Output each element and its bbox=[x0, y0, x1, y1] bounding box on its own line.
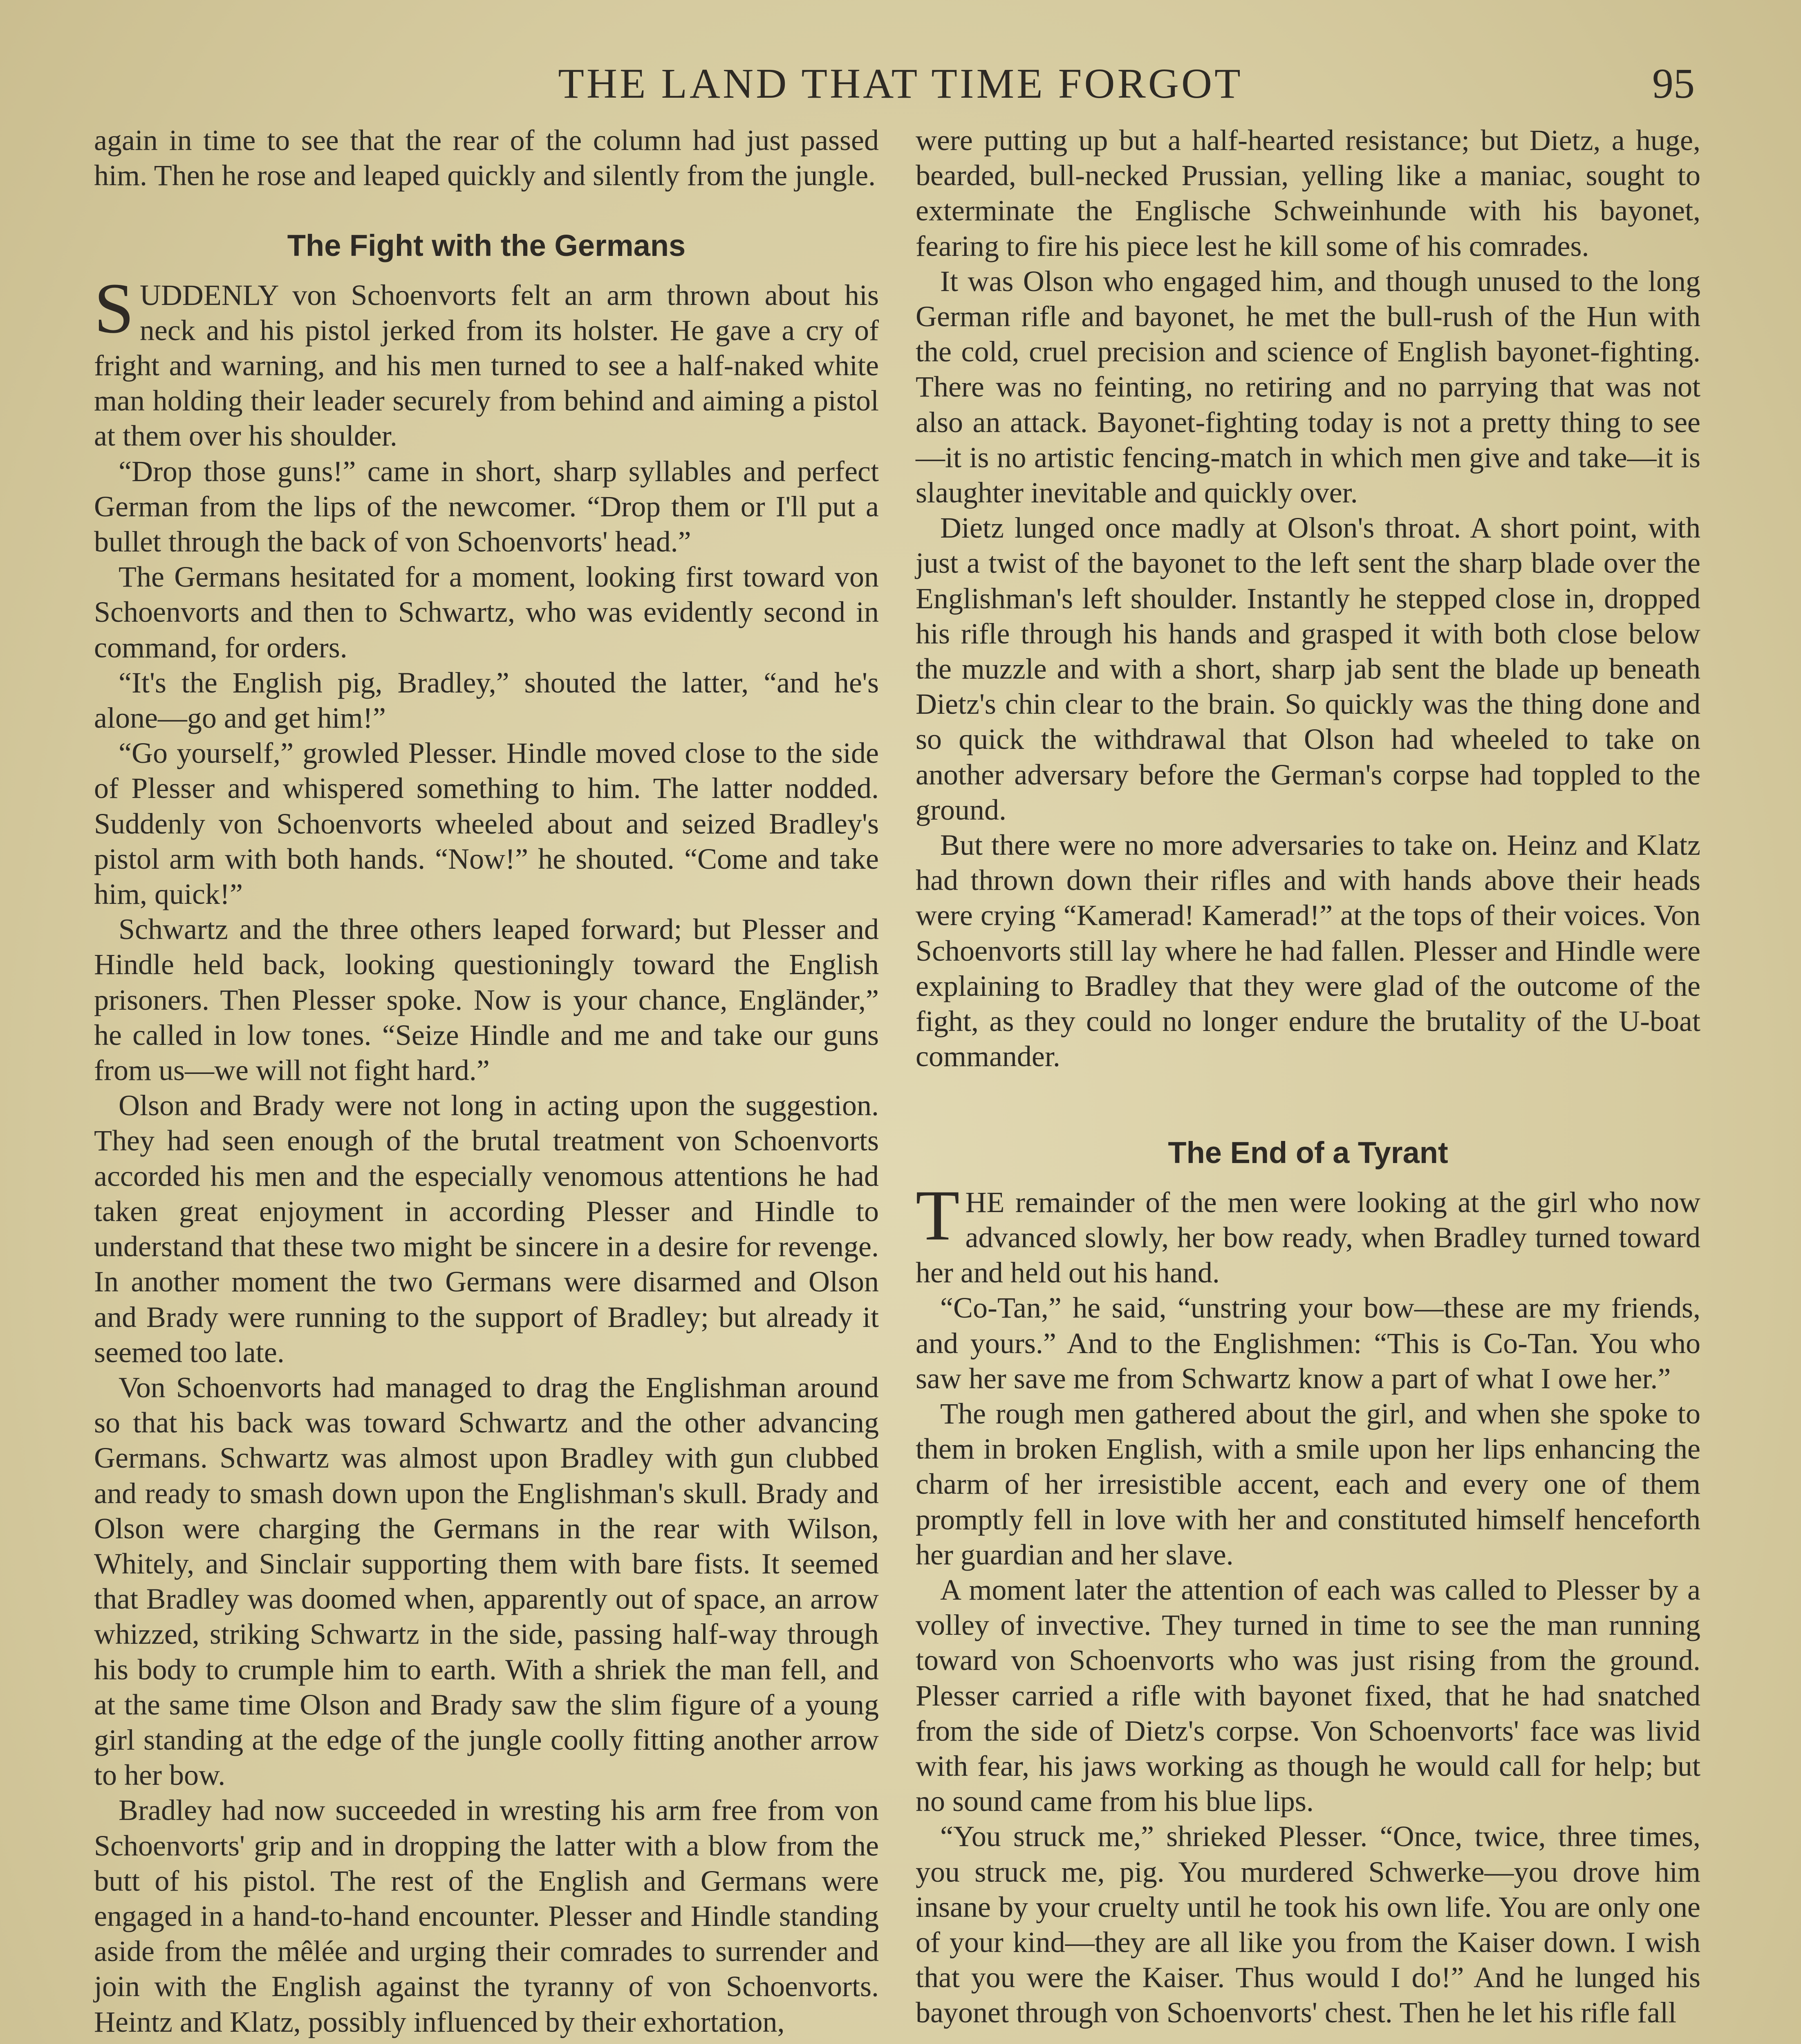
section-heading: The End of a Tyrant bbox=[1168, 1136, 1448, 1170]
drop-cap: T bbox=[916, 1175, 960, 1255]
paragraph: The rough men gathered about the girl, and when she spoke to them in broken English, with a smile upon her lips enhancing the charm of her irresistible accent, each and every one of them promptly fell in love with her and constituted himself henceforth her guardian and her slave. bbox=[916, 1397, 1700, 1571]
drop-cap: S bbox=[94, 268, 134, 348]
section-heading: The Fight with the Germans bbox=[287, 229, 686, 263]
paragraph: It was Olson who engaged him, and though unused to the long German rifle and bayonet, he met the bull-rush of the Hun with the cold, cruel precision and science of English bayonet-fighting. There was no feinting, no retiring and no parrying that was not also an attack. Bayonet-fighting today is not a pretty thing to see—it is no artistic fencing-match in which men give and take—it is slaughter inevitable and quickly over. bbox=[916, 264, 1700, 509]
paragraph: “Drop those guns!” came in short, sharp syllables and perfect German from the lips of the newcomer. “Drop them or I'll put a bullet through the back of von Schoenvorts' head.” bbox=[94, 455, 879, 558]
page-number: 95 bbox=[1652, 60, 1695, 107]
page-header bbox=[0, 57, 1801, 110]
paragraph: again in time to see that the rear of the column had just passed him. Then he rose and leaped quickly and silently from the jungle. bbox=[94, 124, 879, 192]
paragraph-text: UDDENLY von Schoenvorts felt an arm thrown about his neck and his pistol jerked from its holster. He gave a cry of fright and warning, and his men turned to see a half-naked white man holding their leader securely from behind and aiming a pistol at them over his shoulder. bbox=[94, 278, 879, 453]
running-title: THE LAND THAT TIME FORGOT bbox=[558, 60, 1243, 107]
paragraph: Olson and Brady were not long in acting upon the suggestion. They had seen enough of the brutal treatment von Schoenvorts accorded his men and the especially venomous attentions he had taken great enjoyment in according Plesser and Hindle to understand that these two might be sincere in a desire for revenge. In another moment the two Germans were disarmed and Olson and Brady were running to the support of Bradley; but already it seemed too late. bbox=[94, 1089, 879, 1369]
right-column bbox=[916, 123, 1700, 2031]
paragraph: Dietz lunged once madly at Olson's throat. A short point, with just a twist of the bayonet to the left sent the sharp blade over the Englishman's left shoulder. Instantly he stepped close in, dropped his rifle through his hands and grasped it with both close below the muzzle and with a short, sharp jab sent the blade up beneath Dietz's chin clear to the brain. So quickly was the thing done and so quick the withdrawal that Olson had wheeled to take on another adversary before the German's corpse had toppled to the ground. bbox=[916, 511, 1700, 826]
paragraph-with-dropcap bbox=[916, 1175, 1700, 1291]
left-column bbox=[94, 123, 879, 2040]
paragraph: “You struck me,” shrieked Plesser. “Once, twice, three times, you struck me, pig. You murdered Schwerke—you drove him insane by your cruelty until he took his own life. You are only one of your kind—they are all like you from the Kaiser down. I wish that you were the Kaiser. Thus would I do!” And he lunged his bayonet through von Schoenvorts' chest. Then he let his rifle fall bbox=[916, 1820, 1700, 2029]
paragraph: Bradley had now succeeded in wresting his arm free from von Schoenvorts' grip and in dropping the latter with a blow from the butt of his pistol. The rest of the English and Germans were engaged in a hand-to-hand encounter. Plesser and Hindle standing aside from the mêlée and urging their comrades to surrender and join with the English against the tyranny of von Schoenvorts. Heintz and Klatz, possibly influenced by their exhortation, bbox=[94, 1794, 879, 2038]
paragraph: A moment later the attention of each was called to Plesser by a volley of invective. They turned in time to see the man running toward von Schoenvorts who was just rising from the ground. Plesser carried a rifle with bayonet fixed, that he had snatched from the side of Dietz's corpse. Von Schoenvorts' face was livid with fear, his jaws working as though he would call for help; but no sound came from his blue lips. bbox=[916, 1573, 1700, 1818]
paragraph: The Germans hesitated for a moment, looking first toward von Schoenvorts and then to Schwartz, who was evidently second in command, for orders. bbox=[94, 560, 879, 664]
paragraph-with-dropcap bbox=[94, 268, 879, 454]
paragraph: “Co-Tan,” he said, “unstring your bow—these are my friends, and yours.” And to the Englishmen: “This is Co-Tan. You who saw her save me from Schwartz know a part of what I owe her.” bbox=[916, 1291, 1700, 1395]
paragraph-text: HE remainder of the men were looking at the girl who now advanced slowly, her bow ready, when Bradley turned toward her and held out his hand. bbox=[916, 1186, 1700, 1289]
paragraph: Schwartz and the three others leaped forward; but Plesser and Hindle held back, looking questioningly toward the English prisoners. Then Plesser spoke. Now is your chance, Engländer,” he called in low tones. “Seize Hindle and me and take our guns from us—we will not fight hard.” bbox=[94, 913, 879, 1087]
paragraph: But there were no more adversaries to take on. Heinz and Klatz had thrown down their rifles and with hands above their heads were crying “Kamerad! Kamerad!” at the tops of their voices. Von Schoenvorts still lay where he had fallen. Plesser and Hindle were explaining to Bradley that they were glad of the outcome of the fight, as they could no longer endure the brutality of the U-boat commander. bbox=[916, 829, 1700, 1073]
paragraph: “Go yourself,” growled Plesser. Hindle moved close to the side of Plesser and whispered something to him. The latter nodded. Suddenly von Schoenvorts wheeled about and seized Bradley's pistol arm with both hands. “Now!” he shouted. “Come and take him, quick!” bbox=[94, 737, 879, 911]
paragraph: were putting up but a half-hearted resistance; but Dietz, a huge, bearded, bull-necked Prussian, yelling like a maniac, sought to exterminate the Englische Schweinhunde with his bayonet, fearing to fire his piece lest he kill some of his comrades. bbox=[916, 124, 1700, 262]
paragraph: Von Schoenvorts had managed to drag the Englishman around so that his back was toward Schwartz and the other advancing Germans. Schwartz was almost upon Bradley with gun clubbed and ready to smash down upon the Englishman's skull. Brady and Olson were charging the Germans in the rear with Wilson, Whitely, and Sinclair supporting them with bare fists. It seemed that Bradley was doomed when, apparently out of space, an arrow whizzed, striking Schwartz in the side, passing half-way through his body to crumple him to earth. With a shriek the man fell, and at the same time Olson and Brady saw the slim figure of a young girl standing at the edge of the jungle coolly fitting another arrow to her bow. bbox=[94, 1371, 879, 1792]
paragraph: “It's the English pig, Bradley,” shouted the latter, “and he's alone—go and get him!” bbox=[94, 666, 879, 735]
